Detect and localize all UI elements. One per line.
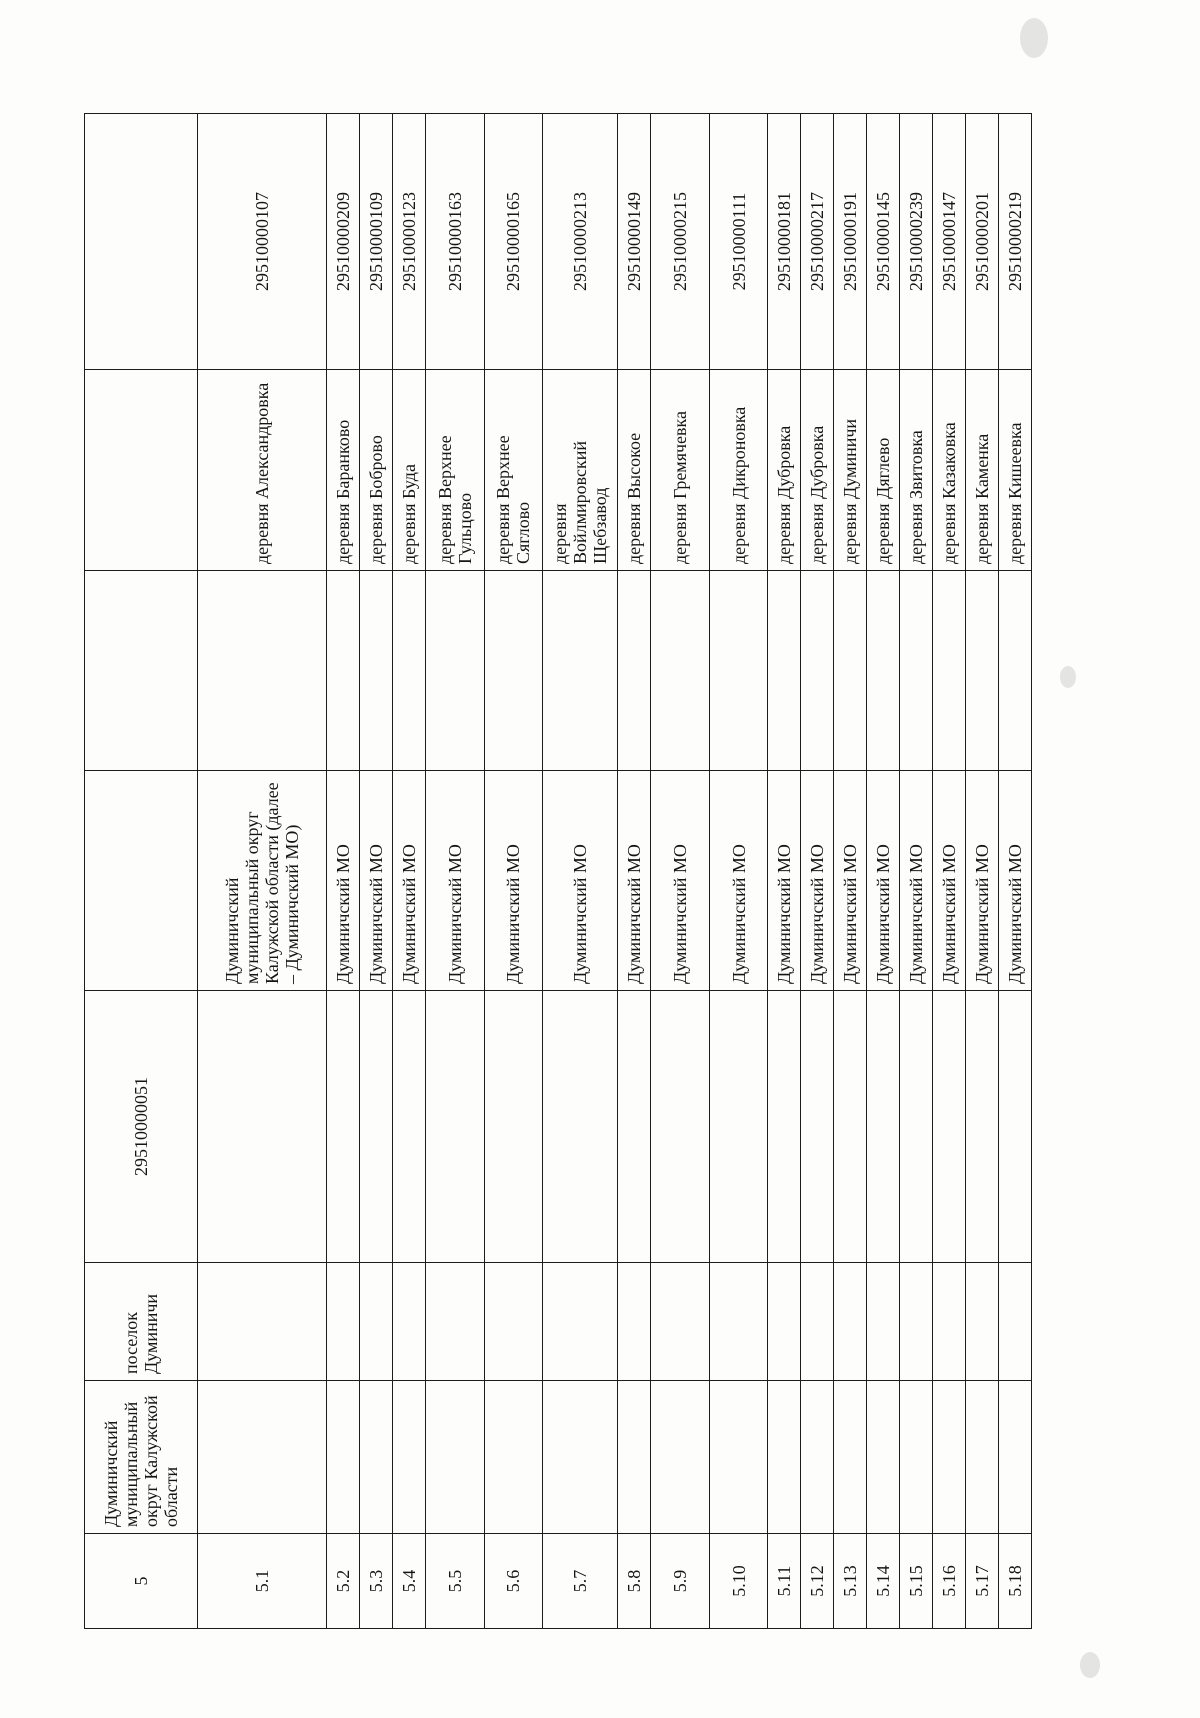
row-locality-cell: деревня Войлмировский Щебзавод [543, 370, 618, 571]
table-row-first [197, 114, 327, 1629]
row-empty-cell [484, 571, 542, 771]
header-empty-cell-2 [85, 571, 198, 771]
row-code-cell: 29510000191 [834, 114, 867, 370]
settlements-table [84, 113, 1032, 1629]
row-num-cell: 5.3 [360, 1534, 393, 1629]
row-mo-cell: Думиничский МО [484, 771, 542, 991]
table-row [651, 114, 709, 1629]
row-empty-cell [900, 571, 933, 771]
row-mo-cell: Думиничский МО [393, 771, 426, 991]
table-row [618, 114, 651, 1629]
row-code-cell: 29510000147 [933, 114, 966, 370]
row-mo-cell: Думиничский МО [327, 771, 360, 991]
row-empty-cell [393, 991, 426, 1263]
header-empty-cell-1 [85, 771, 198, 991]
row-locality-cell: деревня Буда [393, 370, 426, 571]
row-empty-cell [998, 1381, 1031, 1534]
table-body [85, 114, 1032, 1629]
row-code-cell: 29510000213 [543, 114, 618, 370]
row-num-cell: 5.12 [801, 1534, 834, 1629]
scan-noise [1080, 1652, 1100, 1678]
row-locality-cell: деревня Боброво [360, 370, 393, 571]
row-empty-cell [768, 1263, 801, 1381]
row-empty-cell [651, 571, 709, 771]
row-code-cell: 29510000181 [768, 114, 801, 370]
row-empty-cell [651, 1381, 709, 1534]
row-mo-cell: Думиничский МО [867, 771, 900, 991]
row-empty-cell [651, 1263, 709, 1381]
row-empty-cell [327, 1381, 360, 1534]
row-empty-cell [484, 1263, 542, 1381]
row-empty-cell [426, 571, 484, 771]
row-empty-cell [360, 991, 393, 1263]
row-locality-cell: деревня Кишеевка [998, 370, 1031, 571]
table-row [867, 114, 900, 1629]
row-empty-cell [709, 991, 767, 1263]
header-settlement-cell: поселок Думиничи [85, 1263, 198, 1381]
row-empty-cell [900, 991, 933, 1263]
row-empty-cell [933, 571, 966, 771]
row-num-cell: 5.13 [834, 1534, 867, 1629]
table-row [933, 114, 966, 1629]
row-empty-cell [768, 991, 801, 1263]
row-empty-cell [965, 1263, 998, 1381]
row-locality-cell: деревня Дяглево [867, 370, 900, 571]
row-num-cell: 5.18 [998, 1534, 1031, 1629]
table-row [543, 114, 618, 1629]
row-locality-cell: деревня Александровка [197, 370, 327, 571]
row-num-cell: 5.16 [933, 1534, 966, 1629]
row-empty-cell [360, 571, 393, 771]
row-empty-cell [327, 571, 360, 771]
row-empty-cell [834, 991, 867, 1263]
row-mo-cell: Думиничский МО [834, 771, 867, 991]
row-locality-cell: деревня Звитовка [900, 370, 933, 571]
row-mo-cell: Думиничский МО [965, 771, 998, 991]
row-empty-cell [998, 571, 1031, 771]
row-empty-cell [933, 1263, 966, 1381]
row-mo-cell: Думиничский МО [426, 771, 484, 991]
row-code-cell: 29510000123 [393, 114, 426, 370]
table-row [327, 114, 360, 1629]
table-row [709, 114, 767, 1629]
row-empty-cell [197, 1381, 327, 1534]
row-empty-cell [965, 991, 998, 1263]
row-code-cell: 29510000107 [197, 114, 327, 370]
row-locality-cell: деревня Баранково [327, 370, 360, 571]
row-num-cell: 5.17 [965, 1534, 998, 1629]
row-empty-cell [426, 1381, 484, 1534]
row-mo-cell: Думиничский МО [801, 771, 834, 991]
row-empty-cell [801, 1381, 834, 1534]
row-locality-cell: деревня Верхнее Сяглово [484, 370, 542, 571]
row-code-cell: 29510000201 [965, 114, 998, 370]
row-empty-cell [393, 1381, 426, 1534]
row-empty-cell [998, 991, 1031, 1263]
scan-noise [1060, 666, 1076, 688]
row-empty-cell [618, 571, 651, 771]
row-num-cell: 5.15 [900, 1534, 933, 1629]
row-code-cell: 29510000109 [360, 114, 393, 370]
table-row [801, 114, 834, 1629]
row-num-cell: 5.6 [484, 1534, 542, 1629]
row-empty-cell [709, 1263, 767, 1381]
row-empty-cell [197, 571, 327, 771]
row-locality-cell: деревня Дикроновка [709, 370, 767, 571]
row-empty-cell [867, 1263, 900, 1381]
table-row [998, 114, 1031, 1629]
row-empty-cell [768, 571, 801, 771]
row-empty-cell [543, 1381, 618, 1534]
row-empty-cell [197, 1263, 327, 1381]
row-num-cell: 5.10 [709, 1534, 767, 1629]
row-code-cell: 29510000145 [867, 114, 900, 370]
row-empty-cell [834, 1381, 867, 1534]
row-empty-cell [867, 1381, 900, 1534]
row-code-cell: 29510000219 [998, 114, 1031, 370]
row-locality-cell: деревня Высокое [618, 370, 651, 571]
row-empty-cell [543, 1263, 618, 1381]
row-locality-cell: деревня Дубровка [768, 370, 801, 571]
row-empty-cell [834, 571, 867, 771]
row-empty-cell [393, 571, 426, 771]
row-empty-cell [834, 1263, 867, 1381]
table-row [426, 114, 484, 1629]
row-mo-cell: Думиничский МО [651, 771, 709, 991]
row-empty-cell [426, 991, 484, 1263]
row-empty-cell [709, 571, 767, 771]
header-code-cell: 29510000051 [85, 991, 198, 1263]
row-locality-cell: деревня Каменка [965, 370, 998, 571]
row-empty-cell [360, 1263, 393, 1381]
row-code-cell: 29510000149 [618, 114, 651, 370]
row-empty-cell [709, 1381, 767, 1534]
table-row [900, 114, 933, 1629]
row-empty-cell [998, 1263, 1031, 1381]
row-mo-cell: Думиничский МО [543, 771, 618, 991]
row-locality-cell: деревня Верхнее Гульцово [426, 370, 484, 571]
header-empty-cell-4 [85, 114, 198, 370]
row-code-cell: 29510000111 [709, 114, 767, 370]
row-locality-cell: деревня Дубровка [801, 370, 834, 571]
row-empty-cell [618, 991, 651, 1263]
table-row [965, 114, 998, 1629]
row-empty-cell [801, 1263, 834, 1381]
row-empty-cell [965, 1381, 998, 1534]
row-empty-cell [327, 991, 360, 1263]
row-code-cell: 29510000209 [327, 114, 360, 370]
row-mo-cell: Думиничский МО [768, 771, 801, 991]
header-num-cell: 5 [85, 1534, 198, 1629]
row-locality-cell: деревня Гремячевка [651, 370, 709, 571]
row-empty-cell [618, 1263, 651, 1381]
row-num-cell: 5.14 [867, 1534, 900, 1629]
row-locality-cell: деревня Думиничи [834, 370, 867, 571]
row-empty-cell [327, 1263, 360, 1381]
row-mo-cell: Думиничский МО [998, 771, 1031, 991]
row-empty-cell [900, 1263, 933, 1381]
header-empty-cell-3 [85, 370, 198, 571]
row-empty-cell [768, 1381, 801, 1534]
row-empty-cell [484, 991, 542, 1263]
row-mo-cell: Думиничский МО [360, 771, 393, 991]
scan-noise [1020, 18, 1048, 58]
row-empty-cell [900, 1381, 933, 1534]
row-num-cell: 5.5 [426, 1534, 484, 1629]
row-num-cell: 5.11 [768, 1534, 801, 1629]
row-num-cell: 5.1 [197, 1534, 327, 1629]
row-empty-cell [426, 1263, 484, 1381]
table-row-header [85, 114, 198, 1629]
table-row [393, 114, 426, 1629]
row-empty-cell [965, 571, 998, 771]
row-empty-cell [867, 991, 900, 1263]
row-num-cell: 5.4 [393, 1534, 426, 1629]
row-empty-cell [360, 1381, 393, 1534]
row-mo-cell: Думиничский МО [709, 771, 767, 991]
row-mo-cell: Думиничский МО [933, 771, 966, 991]
header-district-cell: Думиничский муниципальный округ Калужской области [85, 1381, 198, 1534]
row-num-cell: 5.7 [543, 1534, 618, 1629]
row-num-cell: 5.2 [327, 1534, 360, 1629]
row-empty-cell [618, 1381, 651, 1534]
row-empty-cell [933, 991, 966, 1263]
row-empty-cell [651, 991, 709, 1263]
row-empty-cell [543, 991, 618, 1263]
row-locality-cell: деревня Казаковка [933, 370, 966, 571]
row-empty-cell [801, 991, 834, 1263]
row-code-cell: 29510000163 [426, 114, 484, 370]
table-row [484, 114, 542, 1629]
row-mo-cell: Думиничский муниципальный округ Калужской области (далее – Думиничский МО) [197, 771, 327, 991]
row-code-cell: 29510000217 [801, 114, 834, 370]
table-row [768, 114, 801, 1629]
row-code-cell: 29510000239 [900, 114, 933, 370]
row-num-cell: 5.8 [618, 1534, 651, 1629]
row-empty-cell [197, 991, 327, 1263]
row-mo-cell: Думиничский МО [900, 771, 933, 991]
row-empty-cell [933, 1381, 966, 1534]
row-code-cell: 29510000215 [651, 114, 709, 370]
row-empty-cell [543, 571, 618, 771]
table-row [834, 114, 867, 1629]
row-empty-cell [484, 1381, 542, 1534]
row-num-cell: 5.9 [651, 1534, 709, 1629]
row-empty-cell [867, 571, 900, 771]
row-code-cell: 29510000165 [484, 114, 542, 370]
row-empty-cell [801, 571, 834, 771]
row-mo-cell: Думиничский МО [618, 771, 651, 991]
table-row [360, 114, 393, 1629]
row-empty-cell [393, 1263, 426, 1381]
